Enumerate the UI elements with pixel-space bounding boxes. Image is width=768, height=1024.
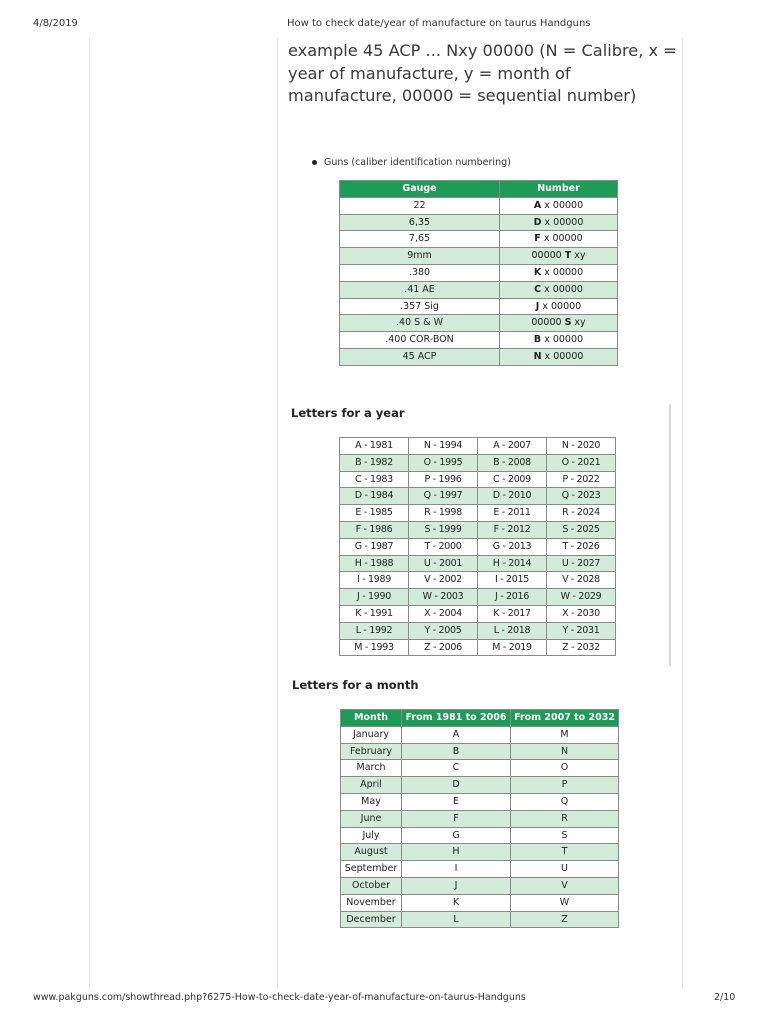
number-suffix: x 00000 [541, 216, 584, 228]
caliber-letter: T [564, 250, 572, 262]
year-cell: U - 2001 [409, 555, 478, 572]
page-title: How to check date/year of manufacture on taurus Handguns [287, 18, 591, 29]
footer-url: www.pakguns.com/showthread.php?6275-How-to-check-date-year-of-manufacture-on-taurus-Handguns [33, 992, 526, 1003]
intro-text: example 45 ACP ... Nxy 00000 (N = Calibre, x = year of manufacture, y = month of manufacture, 00000 = sequential number) [288, 41, 677, 105]
year-row [340, 505, 616, 522]
month-name-cell: June [341, 810, 402, 827]
year-row [340, 454, 616, 471]
year-cell: C - 1983 [340, 471, 409, 488]
year-cell: R - 2024 [547, 505, 616, 522]
year-cell: O - 2021 [547, 454, 616, 471]
year-cell: F - 2012 [478, 521, 547, 538]
month-name-cell: May [341, 793, 402, 810]
page-number: 2/10 [714, 992, 736, 1003]
month-letter-cell: T [511, 844, 619, 861]
month-letter-cell: O [511, 760, 619, 777]
gauge-row [340, 281, 618, 298]
year-cell: N - 1994 [409, 438, 478, 455]
number-suffix: xy [571, 317, 586, 329]
year-row [340, 521, 616, 538]
number-cell [500, 348, 618, 365]
year-cell: V - 2002 [409, 572, 478, 589]
year-cell: G - 1987 [340, 538, 409, 555]
year-cell: W - 2003 [409, 589, 478, 606]
number-cell [500, 298, 618, 315]
month-letter-cell: D [402, 777, 511, 794]
number-cell [500, 248, 618, 265]
year-cell: G - 2013 [478, 538, 547, 555]
caliber-letter: K [533, 266, 542, 278]
year-cell: Y - 2005 [409, 622, 478, 639]
year-cell: W - 2029 [547, 589, 616, 606]
year-cell: D - 1984 [340, 488, 409, 505]
number-prefix: 00000 [531, 317, 565, 329]
month-letter-cell: G [402, 827, 511, 844]
month-letter-cell: Z [511, 911, 619, 928]
month-row [341, 844, 619, 861]
year-cell: M - 2019 [478, 639, 547, 656]
year-cell: A - 2007 [478, 438, 547, 455]
year-cell: H - 1988 [340, 555, 409, 572]
gauge-row [340, 214, 618, 231]
number-cell [500, 197, 618, 214]
year-row [340, 488, 616, 505]
year-cell: H - 2014 [478, 555, 547, 572]
gauge-cell: .41 AE [340, 281, 500, 298]
gauge-table [339, 180, 618, 366]
gauge-row [340, 348, 618, 365]
year-cell: J - 1990 [340, 589, 409, 606]
month-letter-cell: F [402, 810, 511, 827]
year-cell: K - 1991 [340, 605, 409, 622]
number-header: Number [500, 181, 618, 198]
year-cell: V - 2028 [547, 572, 616, 589]
month-table [340, 709, 619, 928]
caliber-letter: C [534, 283, 542, 295]
number-suffix: x 00000 [541, 199, 584, 211]
month-name-cell: October [341, 877, 402, 894]
month-letter-cell: M [511, 726, 619, 743]
year-cell: Q - 1997 [409, 488, 478, 505]
caliber-letter: B [533, 334, 542, 346]
month-heading: Letters for a month [292, 678, 419, 692]
caliber-letter: S [564, 317, 572, 329]
month-name-cell: April [341, 777, 402, 794]
year-heading: Letters for a year [291, 406, 405, 420]
gauge-row [340, 197, 618, 214]
gauge-row [340, 231, 618, 248]
gauge-cell: 45 ACP [340, 348, 500, 365]
month-letter-cell: V [511, 877, 619, 894]
caliber-letter: N [533, 350, 542, 362]
guns-bullet [312, 157, 511, 168]
month-letter-cell: E [402, 793, 511, 810]
year-row [340, 589, 616, 606]
range-1981-header: From 1981 to 2006 [402, 710, 511, 727]
number-cell [500, 332, 618, 349]
month-letter-cell: S [511, 827, 619, 844]
month-letter-cell: A [402, 726, 511, 743]
year-cell: Z - 2006 [409, 639, 478, 656]
right-border [682, 38, 683, 988]
caliber-letter: A [533, 199, 542, 211]
year-cell: N - 2020 [547, 438, 616, 455]
number-cell [500, 231, 618, 248]
month-letter-cell: P [511, 777, 619, 794]
month-name-cell: August [341, 844, 402, 861]
year-row [340, 471, 616, 488]
number-suffix: x 00000 [541, 266, 584, 278]
year-cell: I - 1989 [340, 572, 409, 589]
gauge-cell: 9mm [340, 248, 500, 265]
gauge-row [340, 315, 618, 332]
guns-bullet-text: Guns (caliber identification numbering) [324, 157, 511, 168]
month-letter-cell: U [511, 861, 619, 878]
year-cell: D - 2010 [478, 488, 547, 505]
number-suffix: x 00000 [541, 334, 584, 346]
year-row [340, 639, 616, 656]
month-row [341, 827, 619, 844]
left-border-outer [89, 38, 90, 988]
gauge-row [340, 248, 618, 265]
year-cell: B - 2008 [478, 454, 547, 471]
month-letter-cell: N [511, 743, 619, 760]
gauge-row [340, 332, 618, 349]
month-name-cell: September [341, 861, 402, 878]
month-name-cell: March [341, 760, 402, 777]
month-letter-cell: C [402, 760, 511, 777]
year-cell: K - 2017 [478, 605, 547, 622]
year-cell: P - 2022 [547, 471, 616, 488]
gauge-cell: .400 COR-BON [340, 332, 500, 349]
year-cell: P - 1996 [409, 471, 478, 488]
year-cell: B - 1982 [340, 454, 409, 471]
month-row [341, 760, 619, 777]
gauge-cell: 6,35 [340, 214, 500, 231]
year-cell: R - 1998 [409, 505, 478, 522]
bullet-icon [312, 160, 317, 165]
year-row [340, 622, 616, 639]
year-cell: O - 1995 [409, 454, 478, 471]
year-row [340, 555, 616, 572]
month-row [341, 911, 619, 928]
month-name-cell: February [341, 743, 402, 760]
caliber-letter: D [533, 216, 542, 228]
year-cell: U - 2027 [547, 555, 616, 572]
gauge-header: Gauge [340, 181, 500, 198]
year-cell: Z - 2032 [547, 639, 616, 656]
month-letter-cell: J [402, 877, 511, 894]
range-2007-header: From 2007 to 2032 [511, 710, 619, 727]
caliber-letter: J [535, 300, 540, 312]
year-cell: M - 1993 [340, 639, 409, 656]
year-cell: X - 2030 [547, 605, 616, 622]
month-header: Month [341, 710, 402, 727]
number-suffix: x 00000 [540, 233, 583, 245]
year-cell: I - 2015 [478, 572, 547, 589]
year-cell: L - 2018 [478, 622, 547, 639]
year-cell: L - 1992 [340, 622, 409, 639]
month-letter-cell: I [402, 861, 511, 878]
gauge-cell: 22 [340, 197, 500, 214]
year-cell: A - 1981 [340, 438, 409, 455]
month-row [341, 743, 619, 760]
year-cell: S - 1999 [409, 521, 478, 538]
caliber-letter: F [534, 233, 541, 245]
month-letter-cell: R [511, 810, 619, 827]
number-suffix: x 00000 [541, 283, 583, 295]
gauge-row [340, 264, 618, 281]
month-name-cell: January [341, 726, 402, 743]
gauge-cell: .40 S & W [340, 315, 500, 332]
month-row [341, 793, 619, 810]
month-row [341, 861, 619, 878]
year-row [340, 538, 616, 555]
year-row [340, 572, 616, 589]
year-cell: X - 2004 [409, 605, 478, 622]
year-row [340, 438, 616, 455]
month-row [341, 894, 619, 911]
year-cell: S - 2025 [547, 521, 616, 538]
month-name-cell: July [341, 827, 402, 844]
print-date: 4/8/2019 [33, 18, 78, 29]
month-row [341, 877, 619, 894]
month-letter-cell: L [402, 911, 511, 928]
month-name-cell: December [341, 911, 402, 928]
month-row [341, 726, 619, 743]
month-letter-cell: Q [511, 793, 619, 810]
number-cell [500, 281, 618, 298]
number-prefix: 00000 [531, 250, 565, 262]
year-cell: E - 1985 [340, 505, 409, 522]
year-cell: C - 2009 [478, 471, 547, 488]
number-cell [500, 315, 618, 332]
year-cell: Q - 2023 [547, 488, 616, 505]
number-suffix: x 00000 [541, 350, 584, 362]
year-cell: J - 2016 [478, 589, 547, 606]
year-cell: E - 2011 [478, 505, 547, 522]
year-cell: Y - 2031 [547, 622, 616, 639]
left-border-inner [277, 38, 278, 988]
month-letter-cell: K [402, 894, 511, 911]
number-suffix: xy [571, 250, 586, 262]
gauge-cell: .380 [340, 264, 500, 281]
number-suffix: x 00000 [539, 300, 582, 312]
year-row [340, 605, 616, 622]
month-row [341, 777, 619, 794]
year-cell: T - 2000 [409, 538, 478, 555]
year-cell: T - 2026 [547, 538, 616, 555]
month-row [341, 810, 619, 827]
number-cell [500, 214, 618, 231]
scrollbar-track[interactable] [669, 404, 671, 666]
year-cell: F - 1986 [340, 521, 409, 538]
gauge-cell: .357 Sig [340, 298, 500, 315]
month-letter-cell: H [402, 844, 511, 861]
month-letter-cell: W [511, 894, 619, 911]
year-table [339, 437, 616, 656]
month-letter-cell: B [402, 743, 511, 760]
month-name-cell: November [341, 894, 402, 911]
number-cell [500, 264, 618, 281]
gauge-row [340, 298, 618, 315]
gauge-cell: 7,65 [340, 231, 500, 248]
